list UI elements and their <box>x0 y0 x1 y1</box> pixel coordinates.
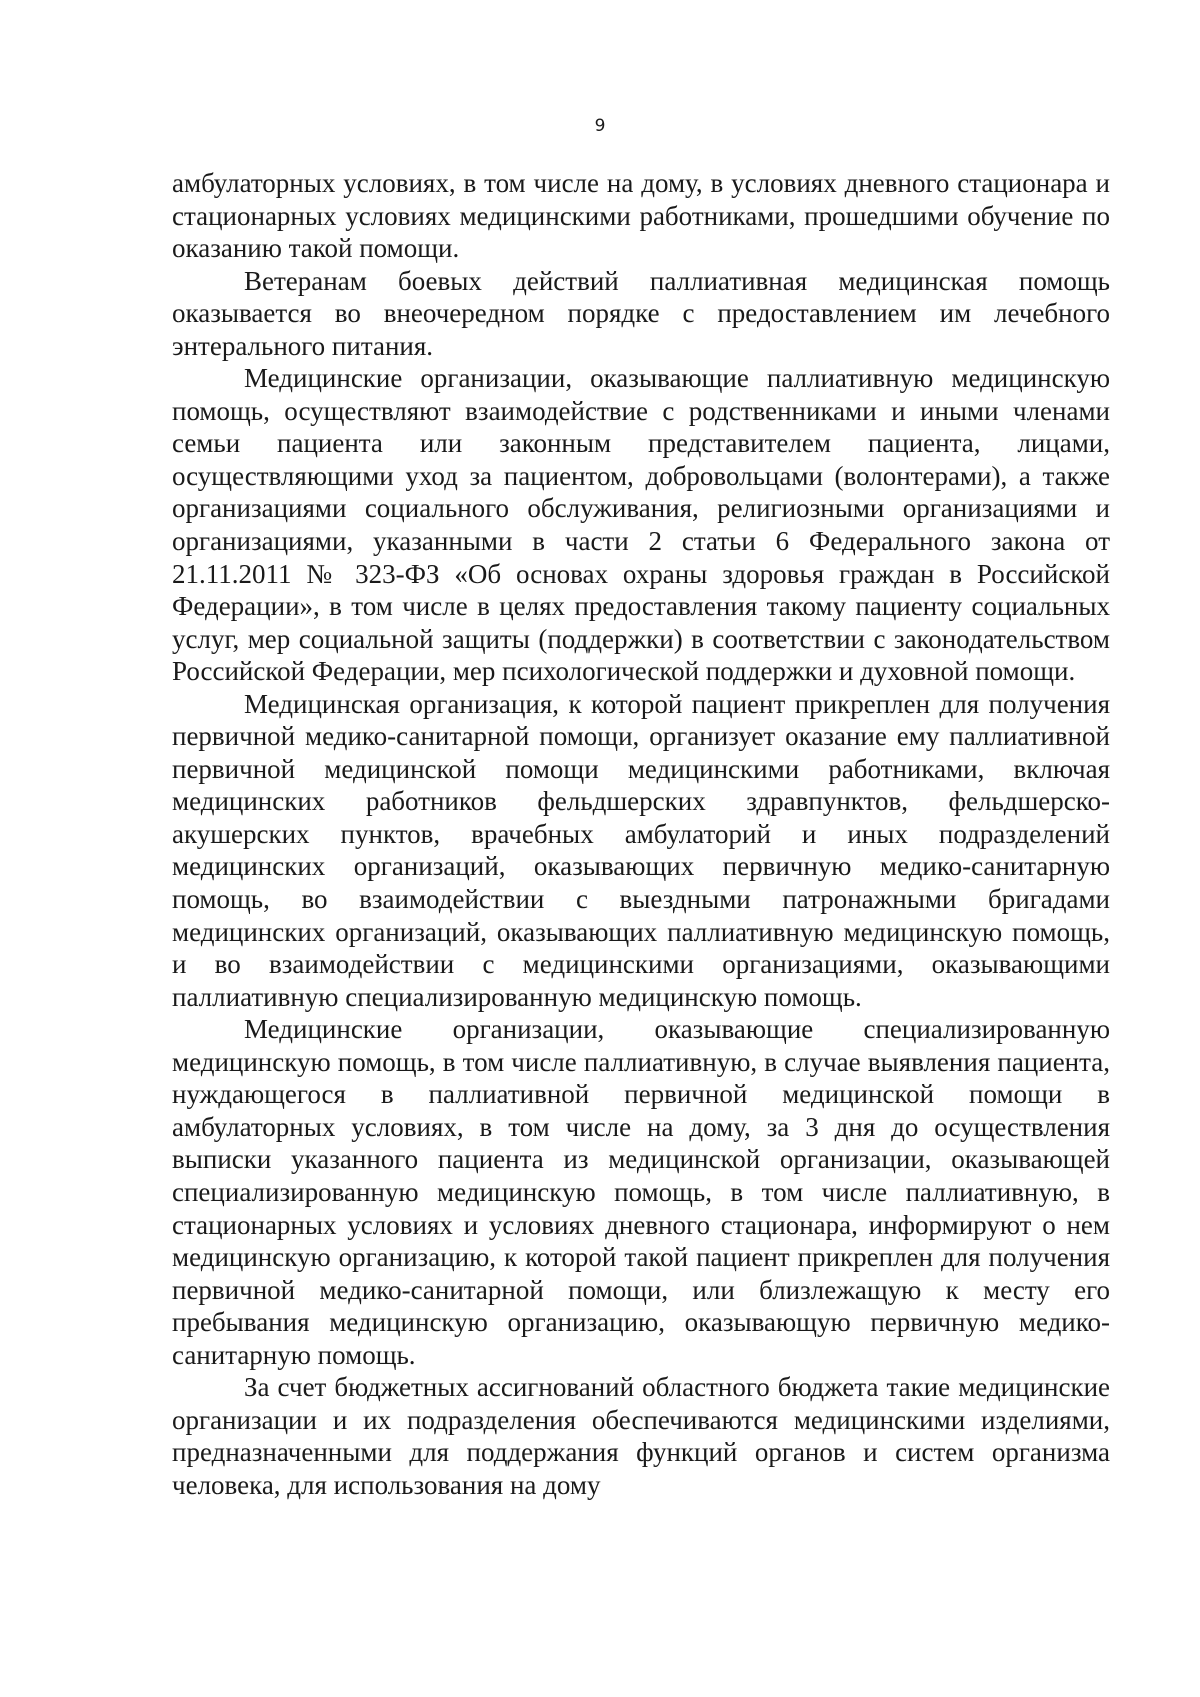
paragraph-primary-care: Медицинская организация, к которой пациент прикреплен для получения первичной медико-санитарной помощи, организует оказание ему паллиативной первичной медицинской помощи медицинскими работниками, включая медицинских работников фельдшерских здравпунктов, фельдшерско-акушерских пунктов, врачебных амбулаторий и иных подразделений медицинских организаций, оказывающих первичную медико-санитарную помощь, во взаимодействии с выездными патронажными бригадами медицинских организаций, оказывающих паллиативную медицинскую помощь, и во взаимодействии с медицинскими организациями, оказывающими паллиативную специализированную медицинскую помощь. <box>172 688 1110 1012</box>
paragraph-interaction: Медицинские организации, оказывающие паллиативную медицинскую помощь, осуществляют взаимодействие с родственниками и иными членами семьи пациента или законным представителем пациента, лицами, осуществляющими уход за пациентом, добровольцами (волонтерами), а также организациями социального обслуживания, религиозными организациями и организациями, указанными в части 2 статьи 6 Федерального закона от 21.11.2011 № 323-ФЗ «Об основах охраны здоровья граждан в Российской Федерации», в том числе в целях предоставления такому пациенту социальных услуг, мер социальной защиты (поддержки) в соответствии с законодательством Российской Федерации, мер психологической поддержки и духовной помощи. <box>172 363 1110 687</box>
paragraph-veterans: Ветеранам боевых действий паллиативная медицинская помощь оказывается во внеочередном порядке с предоставлением им лечебного энтерального питания. <box>172 265 1110 361</box>
page-number: 9 <box>594 116 606 136</box>
paragraph-funding: За счет бюджетных ассигнований областного бюджета такие медицинские организации и их подразделения обеспечиваются медицинскими изделиями, предназначенными для поддержания функций органов и систем организма человека, для использования на дому <box>172 1372 1110 1500</box>
paragraph-continuation: амбулаторных условиях, в том числе на дому, в условиях дневного стационара и стационарных условиях медицинскими работниками, прошедшими обучение по оказанию такой помощи. <box>172 168 1110 264</box>
document-body <box>172 167 1110 1501</box>
paragraph-discharge: Медицинские организации, оказывающие специализированную медицинскую помощь, в том числе паллиативную, в случае выявления пациента, нуждающегося в паллиативной первичной медицинской помощи в амбулаторных условиях, в том числе на дому, за 3 дня до осуществления выписки указанного пациента из медицинской организации, оказывающей специализированную медицинскую помощь, в том числе паллиативную, в стационарных условиях и условиях дневного стационара, информируют о нем медицинскую организацию, к которой такой пациент прикреплен для получения первичной медико-санитарной помощи, или близлежащую к месту его пребывания медицинскую организацию, оказывающую первичную медико-санитарную помощь. <box>172 1014 1110 1370</box>
